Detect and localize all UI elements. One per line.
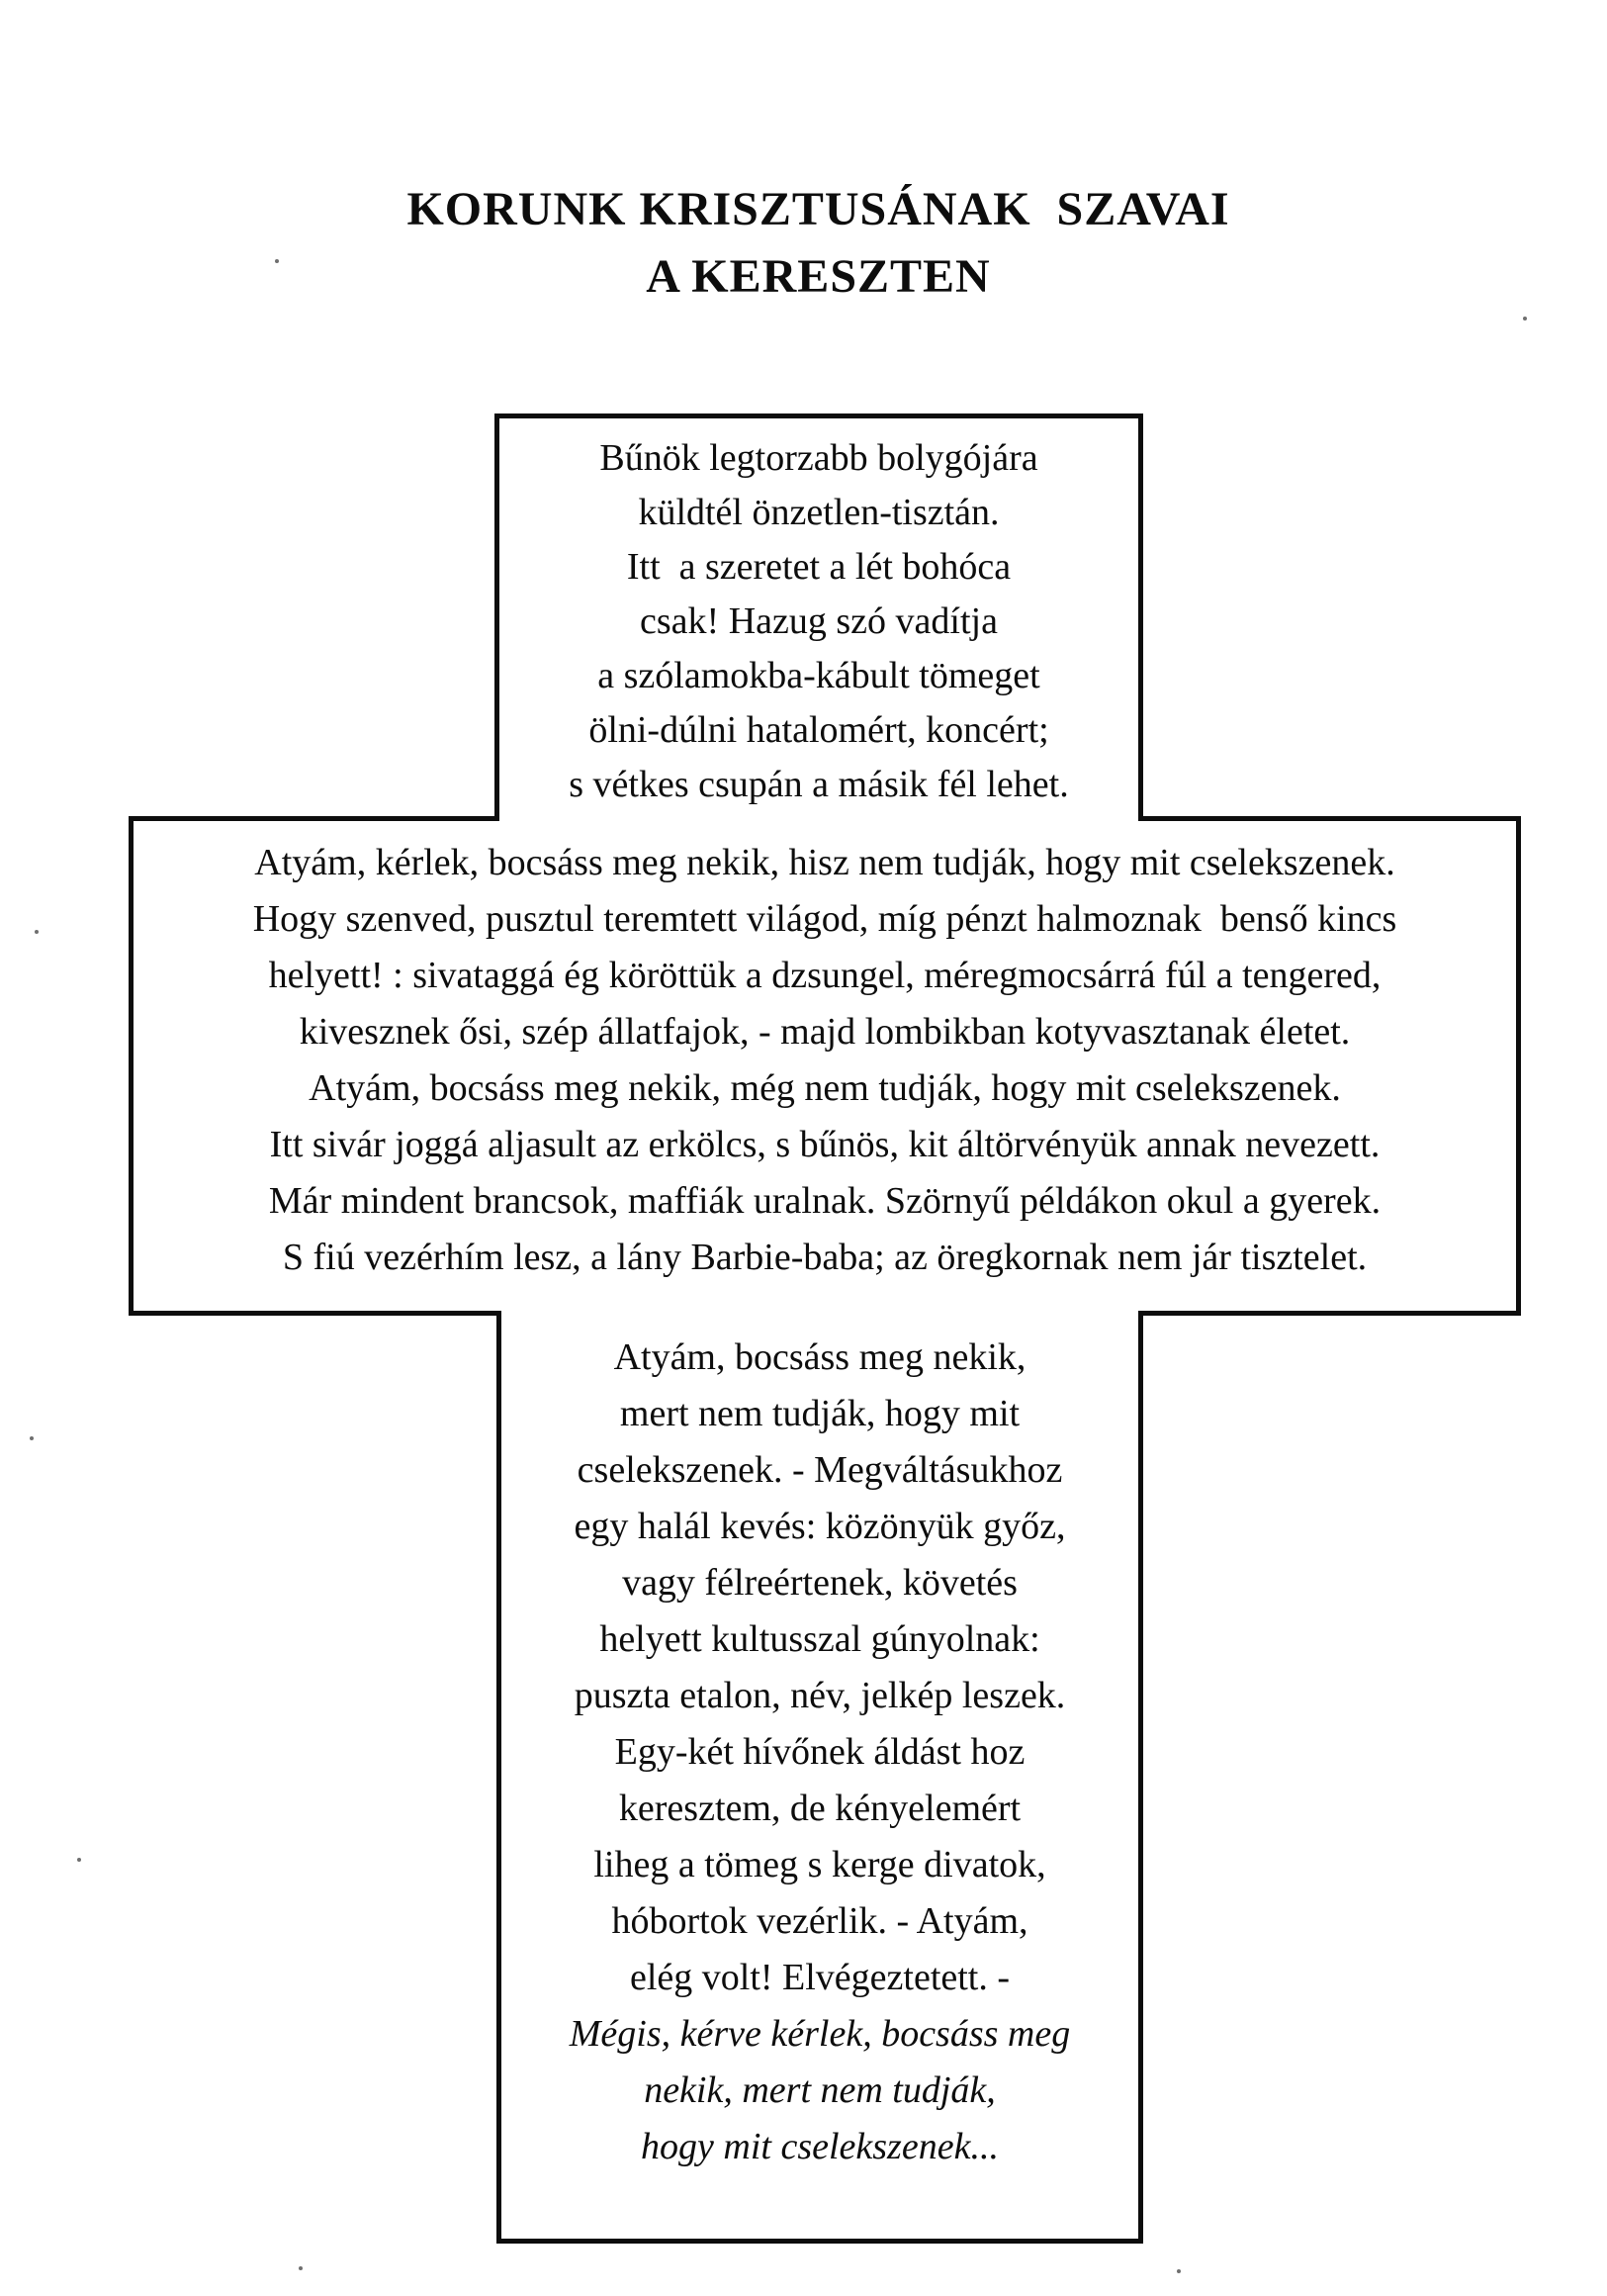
poem-line: mert nem tudják, hogy mit xyxy=(619,1393,1021,1434)
title-line-1: KORUNK KRISZTUSÁNAK SZAVAI xyxy=(406,183,1230,235)
cross-bottom-box xyxy=(496,1316,1143,2244)
bottom-box-italic-lines xyxy=(501,2006,1138,2175)
poem-line: hóbortok vezérlik. - Atyám, xyxy=(611,1900,1028,1942)
poem-line: helyett kultusszal gúnyolnak: xyxy=(599,1618,1040,1660)
poem-line: egy halál kevés: közönyük győz, xyxy=(574,1506,1066,1547)
poem-line: Már mindent brancsok, maffiák uralnak. Szörnyű példákon okul a gyerek. xyxy=(268,1180,1382,1222)
scan-speck xyxy=(1523,317,1527,321)
poem-line: Mégis, kérve kérlek, bocsáss meg xyxy=(569,2013,1071,2055)
page-title xyxy=(15,176,1607,311)
poem-line: s vétkes csupán a másik fél lehet. xyxy=(569,764,1069,805)
poem-line: Bűnök legtorzabb bolygójára xyxy=(599,437,1038,479)
poem-line: kivesznek ősi, szép állatfajok, - majd lombikban kotyvasztanak életet. xyxy=(299,1011,1351,1053)
scan-speck xyxy=(299,2266,303,2270)
poem-line: vagy félreértenek, követés xyxy=(622,1562,1018,1604)
poem-line: puszta etalon, név, jelkép leszek. xyxy=(574,1675,1066,1716)
poem-line: Atyám, kérlek, bocsáss meg nekik, hisz nem tudják, hogy mit cselekszenek. xyxy=(254,842,1395,883)
poem-line: Egy-két hívőnek áldást hoz xyxy=(614,1731,1026,1773)
poem-line: a szólamokba-kábult tömeget xyxy=(597,655,1040,696)
poem-line: küldtél önzetlen-tisztán. xyxy=(638,492,1000,533)
scan-speck xyxy=(30,1436,34,1440)
poem-line: elég volt! Elvégeztetett. - xyxy=(629,1957,1011,1998)
poem-line: cselekszenek. - Megváltásukhoz xyxy=(577,1449,1063,1491)
scan-speck xyxy=(1177,2269,1181,2273)
poem-line: nekik, mert nem tudják, xyxy=(644,2069,996,2111)
bottom-box-lines xyxy=(501,1330,1138,2006)
scan-speck xyxy=(77,1858,81,1862)
poem-line: hogy mit cselekszenek... xyxy=(641,2126,999,2167)
middle-box-lines xyxy=(134,835,1516,1286)
scan-speck xyxy=(35,930,39,934)
poem-line: ölni-dúlni hatalomért, koncért; xyxy=(588,709,1049,751)
poem-line: Itt sivár joggá aljasult az erkölcs, s bűnös, kit áltörvényük annak nevezett. xyxy=(269,1124,1381,1165)
poem-line: Itt a szeretet a lét bohóca xyxy=(626,546,1012,588)
poem-line: Atyám, bocsáss meg nekik, még nem tudják, hogy mit cselekszenek. xyxy=(309,1067,1341,1109)
poem-line: S fiú vezérhím lesz, a lány Barbie-baba; az öregkornak nem jár tisztelet. xyxy=(282,1237,1368,1278)
scan-speck xyxy=(275,259,279,263)
top-box-lines xyxy=(499,431,1138,812)
cross-top-box xyxy=(494,413,1143,816)
poem-line: Atyám, bocsáss meg nekik, xyxy=(613,1336,1027,1378)
poem-line: keresztem, de kényelemért xyxy=(618,1788,1022,1829)
title-line-2: A KERESZTEN xyxy=(646,250,991,303)
poem-line: helyett! : sivataggá ég köröttük a dzsungel, méregmocsárrá fúl a tengered, xyxy=(268,955,1382,996)
cross-middle-box xyxy=(129,816,1521,1316)
poem-line: Hogy szenved, pusztul teremtett világod, míg pénzt halmoznak benső kincs xyxy=(252,898,1397,940)
poem-line: liheg a tömeg s kerge divatok, xyxy=(593,1844,1046,1885)
poem-line: csak! Hazug szó vadítja xyxy=(640,600,998,642)
